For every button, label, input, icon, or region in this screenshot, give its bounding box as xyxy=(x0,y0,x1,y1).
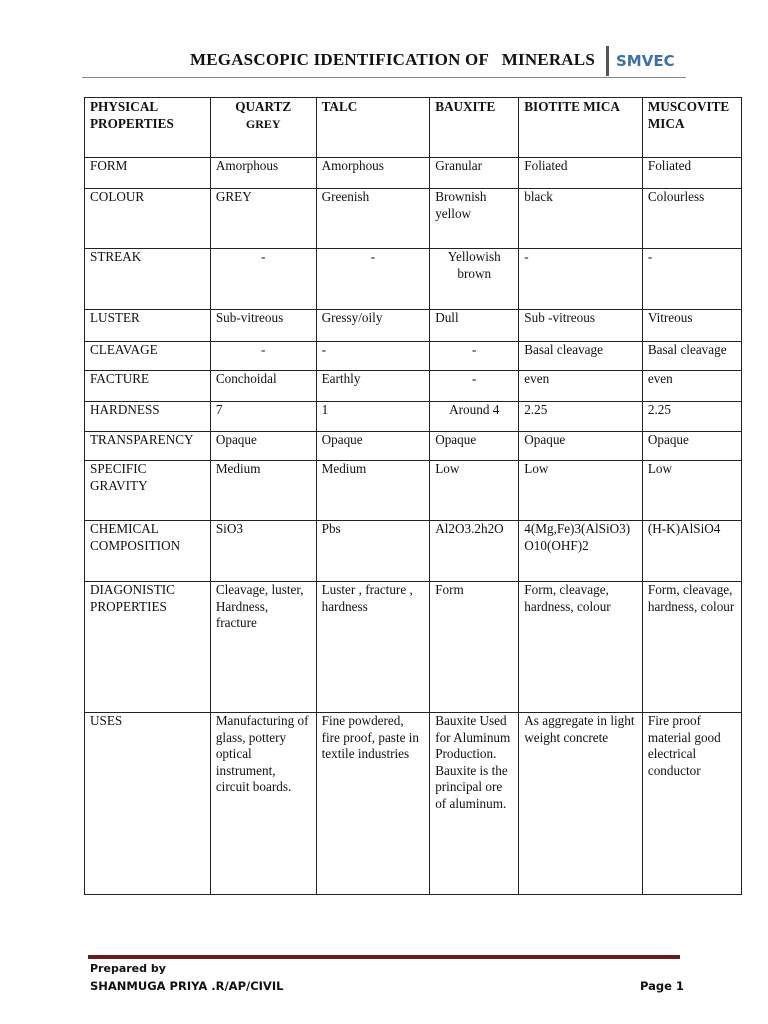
column-header-bauxite: BAUXITE xyxy=(430,98,519,158)
talc-cell: Pbs xyxy=(316,521,430,582)
document-title: MEGASCOPIC IDENTIFICATION OF MINERALS xyxy=(190,50,595,69)
table-row xyxy=(85,402,742,432)
talc-cell: - xyxy=(316,249,430,310)
muscovite-cell: (H-K)AlSiO4 xyxy=(642,521,741,582)
quartz-cell: - xyxy=(210,249,316,310)
biotite-cell: black xyxy=(519,189,643,249)
table-header-row xyxy=(85,98,742,158)
property-cell: USES xyxy=(85,713,211,895)
muscovite-cell: Opaque xyxy=(642,432,741,461)
bauxite-cell: Brownish yellow xyxy=(430,189,519,249)
property-cell: COLOUR xyxy=(85,189,211,249)
talc-cell: Greenish xyxy=(316,189,430,249)
page-header xyxy=(0,0,768,80)
table-row xyxy=(85,371,742,402)
table-row xyxy=(85,249,742,310)
quartz-cell: Cleavage, luster, Hardness, fracture xyxy=(210,582,316,713)
biotite-cell: 2.25 xyxy=(519,402,643,432)
quartz-cell: Medium xyxy=(210,461,316,521)
bauxite-cell: Form xyxy=(430,582,519,713)
bauxite-cell: Around 4 xyxy=(430,402,519,432)
biotite-cell: Low xyxy=(519,461,643,521)
table-row xyxy=(85,342,742,371)
muscovite-cell: Low xyxy=(642,461,741,521)
column-header-talc: TALC xyxy=(316,98,430,158)
muscovite-cell: Foliated xyxy=(642,158,741,189)
quartz-cell: 7 xyxy=(210,402,316,432)
bauxite-cell: Bauxite Used for Aluminum Production. Bauxite is the principal ore of aluminum. xyxy=(430,713,519,895)
biotite-cell: 4(Mg,Fe)3(AlSiO3) O10(OHF)2 xyxy=(519,521,643,582)
table-row xyxy=(85,432,742,461)
table-row xyxy=(85,189,742,249)
biotite-cell: Foliated xyxy=(519,158,643,189)
property-cell: FACTURE xyxy=(85,371,211,402)
talc-cell: Fine powdered, fire proof, paste in textile industries xyxy=(316,713,430,895)
column-header-property: PHYSICAL PROPERTIES xyxy=(85,98,211,158)
muscovite-cell: Vitreous xyxy=(642,310,741,342)
property-cell: STREAK xyxy=(85,249,211,310)
bauxite-cell: - xyxy=(430,342,519,371)
bauxite-cell: Granular xyxy=(430,158,519,189)
bauxite-cell: Al2O3.2h2O xyxy=(430,521,519,582)
property-cell: DIAGONISTIC PROPERTIES xyxy=(85,582,211,713)
muscovite-cell: Basal cleavage xyxy=(642,342,741,371)
table-row xyxy=(85,310,742,342)
talc-cell: Luster , fracture , hardness xyxy=(316,582,430,713)
column-header-quartz-sublabel: GREY xyxy=(245,116,281,131)
column-header-muscovite: MUSCOVITE MICA xyxy=(642,98,741,158)
biotite-cell: - xyxy=(519,249,643,310)
talc-cell: Medium xyxy=(316,461,430,521)
quartz-cell: Opaque xyxy=(210,432,316,461)
footer-rule xyxy=(88,955,680,959)
page-number: Page 1 xyxy=(640,979,684,993)
bauxite-cell: Low xyxy=(430,461,519,521)
property-cell: LUSTER xyxy=(85,310,211,342)
table-row xyxy=(85,461,742,521)
muscovite-cell: Form, cleavage, hardness, colour xyxy=(642,582,741,713)
column-header-biotite: BIOTITE MICA xyxy=(519,98,643,158)
header-rule xyxy=(82,77,686,78)
minerals-properties-table xyxy=(84,97,742,895)
biotite-cell: As aggregate in light weight concrete xyxy=(519,713,643,895)
column-header-quartz xyxy=(210,98,316,158)
muscovite-cell: Fire proof material good electrical conductor xyxy=(642,713,741,895)
talc-cell: Amorphous xyxy=(316,158,430,189)
table-row xyxy=(85,582,742,713)
muscovite-cell: 2.25 xyxy=(642,402,741,432)
table-row xyxy=(85,521,742,582)
prepared-by-label: Prepared by xyxy=(90,962,166,975)
bauxite-cell: Dull xyxy=(430,310,519,342)
header-separator xyxy=(606,46,609,76)
quartz-cell: - xyxy=(210,342,316,371)
biotite-cell: even xyxy=(519,371,643,402)
property-cell: HARDNESS xyxy=(85,402,211,432)
quartz-cell: Manufacturing of glass, pottery optical instrument, circuit boards. xyxy=(210,713,316,895)
property-cell: CLEAVAGE xyxy=(85,342,211,371)
muscovite-cell: - xyxy=(642,249,741,310)
biotite-cell: Opaque xyxy=(519,432,643,461)
quartz-cell: GREY xyxy=(210,189,316,249)
talc-cell: Earthly xyxy=(316,371,430,402)
quartz-cell: Amorphous xyxy=(210,158,316,189)
muscovite-cell: Colourless xyxy=(642,189,741,249)
brand-logo-text: SMVEC xyxy=(616,52,675,70)
talc-cell: Gressy/oily xyxy=(316,310,430,342)
bauxite-cell: - xyxy=(430,371,519,402)
quartz-cell: Sub-vitreous xyxy=(210,310,316,342)
biotite-cell: Form, cleavage, hardness, colour xyxy=(519,582,643,713)
quartz-cell: Conchoidal xyxy=(210,371,316,402)
muscovite-cell: even xyxy=(642,371,741,402)
talc-cell: 1 xyxy=(316,402,430,432)
bauxite-cell: Yellowish brown xyxy=(430,249,519,310)
property-cell: SPECIFIC GRAVITY xyxy=(85,461,211,521)
column-header-quartz-label: QUARTZ xyxy=(235,99,292,114)
table-row xyxy=(85,158,742,189)
author-name: SHANMUGA PRIYA .R/AP/CIVIL xyxy=(90,979,284,993)
talc-cell: - xyxy=(316,342,430,371)
biotite-cell: Basal cleavage xyxy=(519,342,643,371)
biotite-cell: Sub -vitreous xyxy=(519,310,643,342)
property-cell: FORM xyxy=(85,158,211,189)
talc-cell: Opaque xyxy=(316,432,430,461)
quartz-cell: SiO3 xyxy=(210,521,316,582)
bauxite-cell: Opaque xyxy=(430,432,519,461)
table-row xyxy=(85,713,742,895)
property-cell: TRANSPARENCY xyxy=(85,432,211,461)
property-cell: CHEMICAL COMPOSITION xyxy=(85,521,211,582)
